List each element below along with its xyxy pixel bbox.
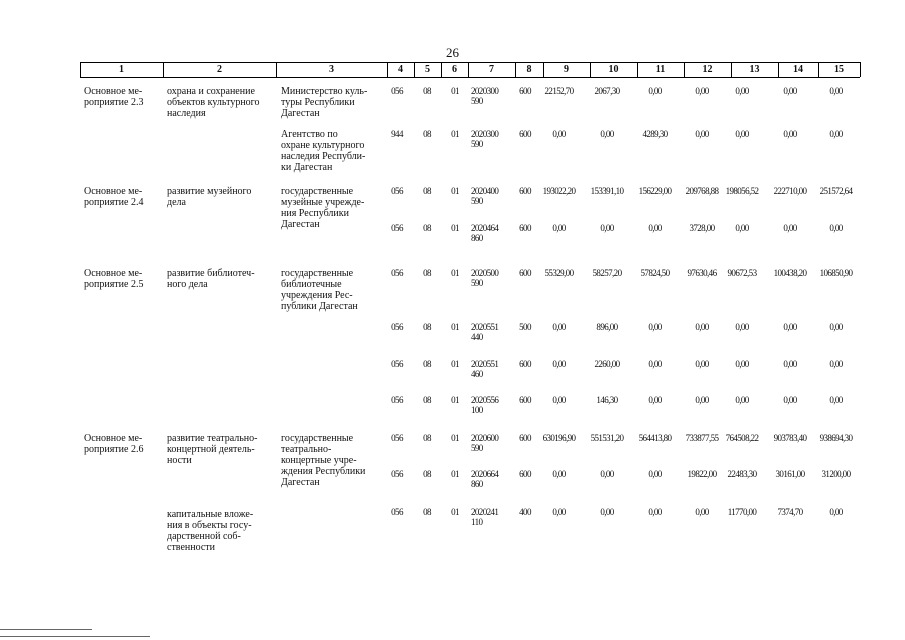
cell-vr: 600	[519, 186, 531, 196]
cell-v2016: 0,00	[648, 86, 662, 96]
cell-section: 08	[423, 268, 431, 278]
cell-v2016: 156229,00	[638, 186, 672, 196]
cell-v2020: 0,00	[829, 223, 843, 233]
cell-grbs: 056	[391, 223, 403, 233]
cell-v2017: 0,00	[695, 359, 709, 369]
cell-v2019: 0,00	[783, 129, 797, 139]
cell-v2015: 2260,00	[594, 359, 620, 369]
cell-section: 08	[423, 395, 431, 405]
cell-v2020: 106850,90	[819, 268, 853, 278]
cell-section: 08	[423, 186, 431, 196]
header-cell-12: 12	[702, 64, 713, 75]
target-article-code: 2020500 590	[471, 268, 499, 288]
cell-subsection: 01	[451, 395, 459, 405]
cell-section: 08	[423, 433, 431, 443]
cell-v2019: 100438,20	[773, 268, 807, 278]
cell-v2014: 22152,70	[544, 86, 574, 96]
cell-v2014: 0,00	[552, 223, 566, 233]
cell-v2016: 564413,80	[638, 433, 672, 443]
cell-vr: 600	[519, 395, 531, 405]
header-cell-14: 14	[793, 64, 803, 75]
cell-v2015: 146,30	[596, 395, 618, 405]
target-article-code: 2020600 590	[471, 433, 499, 453]
cell-grbs: 056	[391, 186, 403, 196]
target-article-code: 2020464 860	[471, 223, 499, 243]
cell-v2015: 58257,20	[592, 268, 622, 278]
cell-v2020: 0,00	[829, 507, 843, 517]
cell-v2014: 0,00	[552, 469, 566, 479]
cell-section: 08	[423, 86, 431, 96]
cell-subsection: 01	[451, 359, 459, 369]
cell-v2018: 764508,22	[725, 433, 759, 443]
target-article-code: 2020241 110	[471, 507, 499, 527]
cell-v2014: 193022,20	[542, 186, 576, 196]
cell-v2016: 0,00	[648, 469, 662, 479]
cell-v2019: 7374,70	[777, 507, 803, 517]
cell-v2016: 0,00	[648, 359, 662, 369]
cell-vr: 600	[519, 433, 531, 443]
cell-vr: 400	[519, 507, 531, 517]
header-divider	[860, 62, 861, 77]
header-cell-15: 15	[834, 64, 844, 75]
cell-vr: 600	[519, 268, 531, 278]
cell-v2016: 0,00	[648, 395, 662, 405]
cell-v2018: 198056,52	[725, 186, 759, 196]
header-cell-3: 3	[329, 64, 334, 75]
cell-v2017: 0,00	[695, 322, 709, 332]
cell-v2016: 0,00	[648, 223, 662, 233]
cell-v2019: 0,00	[783, 395, 797, 405]
cell-v2014: 0,00	[552, 395, 566, 405]
header-cell-6: 6	[452, 64, 457, 75]
cell-v2019: 0,00	[783, 223, 797, 233]
cell-v2018: 0,00	[735, 86, 749, 96]
cell-section: 08	[423, 359, 431, 369]
cell-v2020: 31200,00	[821, 469, 851, 479]
header-cell-11: 11	[655, 64, 666, 75]
cell-grbs: 056	[391, 469, 403, 479]
cell-v2015: 153391,10	[590, 186, 624, 196]
cell-subsection: 01	[451, 433, 459, 443]
target-article-code: 2020400 590	[471, 186, 499, 206]
cell-v2014: 0,00	[552, 322, 566, 332]
section-label: Основное ме- роприятие 2.5	[84, 268, 144, 290]
cell-v2014: 55329,00	[544, 268, 574, 278]
cell-section: 08	[423, 322, 431, 332]
cell-v2017: 3728,00	[689, 223, 715, 233]
executor-name: государственные библиотечные учреждения Рес- публики Дагестан	[281, 268, 358, 312]
cell-subsection: 01	[451, 86, 459, 96]
cell-v2018: 11770,00	[727, 507, 757, 517]
executor-name: государственные театрально- концертные учре- ждения Республики Дагестан	[281, 433, 366, 488]
target-article-code: 2020556 100	[471, 395, 499, 415]
cell-v2016: 4289,30	[642, 129, 668, 139]
cell-v2020: 251572,64	[819, 186, 853, 196]
cell-vr: 600	[519, 223, 531, 233]
cell-v2018: 0,00	[735, 322, 749, 332]
section-description: охрана и сохранение объектов культурного наследия	[167, 86, 260, 119]
header-cell-8: 8	[526, 64, 532, 75]
cell-section: 08	[423, 129, 431, 139]
cell-v2017: 733877,55	[685, 433, 719, 443]
cell-section: 08	[423, 507, 431, 517]
cell-v2018: 0,00	[735, 129, 749, 139]
section-description: развитие музейного дела	[167, 186, 252, 208]
header-cell-10: 10	[608, 64, 619, 75]
header-cell-4: 4	[398, 64, 403, 75]
section-label: Основное ме- роприятие 2.6	[84, 433, 144, 455]
cell-v2018: 0,00	[735, 395, 749, 405]
cell-v2019: 903783,40	[773, 433, 807, 443]
cell-v2020: 0,00	[829, 322, 843, 332]
section-label: Основное ме- роприятие 2.4	[84, 186, 144, 208]
cell-grbs: 056	[391, 359, 403, 369]
scan-artifact	[0, 629, 92, 630]
header-cell-13: 13	[749, 64, 760, 75]
target-article-code: 2020551 440	[471, 322, 499, 342]
cell-v2019: 30161,00	[775, 469, 805, 479]
cell-v2017: 209768,88	[685, 186, 719, 196]
cell-v2018: 90672,53	[727, 268, 757, 278]
cell-v2015: 2067,30	[594, 86, 620, 96]
cell-v2017: 0,00	[695, 86, 709, 96]
cell-subsection: 01	[451, 268, 459, 278]
cell-v2014: 0,00	[552, 129, 566, 139]
cell-v2019: 0,00	[783, 322, 797, 332]
cell-v2017: 0,00	[695, 129, 709, 139]
cell-v2015: 0,00	[600, 469, 614, 479]
cell-v2017: 19822,00	[687, 469, 717, 479]
cell-vr: 600	[519, 359, 531, 369]
header-cell-1: 1	[119, 64, 124, 75]
cell-v2015: 896,00	[596, 322, 618, 332]
cell-v2017: 97630,46	[687, 268, 717, 278]
cell-v2018: 22483,30	[727, 469, 757, 479]
cell-vr: 600	[519, 469, 531, 479]
section-description: развитие театрально- концертной деятель- ности	[167, 433, 258, 466]
cell-v2020: 0,00	[829, 359, 843, 369]
cell-v2016: 0,00	[648, 322, 662, 332]
section-description: капитальные вложе- ния в объекты госу- дарственной соб- ственности	[167, 509, 254, 553]
cell-section: 08	[423, 469, 431, 479]
target-article-code: 2020300 590	[471, 129, 499, 149]
cell-subsection: 01	[451, 322, 459, 332]
target-article-code: 2020664 860	[471, 469, 499, 489]
cell-grbs: 056	[391, 268, 403, 278]
cell-subsection: 01	[451, 186, 459, 196]
cell-grbs: 944	[391, 129, 403, 139]
section-description: развитие библиотеч- ного дела	[167, 268, 255, 290]
cell-v2020: 0,00	[829, 395, 843, 405]
cell-vr: 500	[519, 322, 531, 332]
cell-vr: 600	[519, 86, 531, 96]
executor-name: Агентство по охране культурного наследия Республи- ки Дагестан	[281, 129, 366, 173]
cell-section: 08	[423, 223, 431, 233]
scan-artifact	[0, 636, 150, 637]
header-cell-7: 7	[489, 64, 494, 75]
cell-v2016: 57824,50	[640, 268, 670, 278]
cell-subsection: 01	[451, 129, 459, 139]
cell-v2019: 0,00	[783, 359, 797, 369]
cell-v2019: 222710,00	[773, 186, 807, 196]
cell-subsection: 01	[451, 507, 459, 517]
cell-v2015: 551531,20	[590, 433, 624, 443]
cell-v2015: 0,00	[600, 223, 614, 233]
cell-v2015: 0,00	[600, 507, 614, 517]
cell-grbs: 056	[391, 86, 403, 96]
cell-grbs: 056	[391, 322, 403, 332]
cell-vr: 600	[519, 129, 531, 139]
cell-v2017: 0,00	[695, 395, 709, 405]
cell-v2019: 0,00	[783, 86, 797, 96]
cell-grbs: 056	[391, 507, 403, 517]
cell-grbs: 056	[391, 395, 403, 405]
header-cell-5: 5	[425, 64, 430, 75]
header-bottom-border	[80, 77, 860, 78]
cell-subsection: 01	[451, 223, 459, 233]
target-article-code: 2020300 590	[471, 86, 499, 106]
header-cell-9: 9	[564, 64, 569, 75]
section-label: Основное ме- роприятие 2.3	[84, 86, 144, 108]
target-article-code: 2020551 460	[471, 359, 499, 379]
cell-v2014: 0,00	[552, 507, 566, 517]
cell-v2020: 938694,30	[819, 433, 853, 443]
cell-grbs: 056	[391, 433, 403, 443]
cell-v2017: 0,00	[695, 507, 709, 517]
cell-v2014: 630196,90	[542, 433, 576, 443]
cell-v2020: 0,00	[829, 86, 843, 96]
executor-name: государственные музейные учрежде- ния Республики Дагестан	[281, 186, 365, 230]
executor-name: Министерство куль- туры Республики Дагестан	[281, 86, 368, 119]
cell-v2016: 0,00	[648, 507, 662, 517]
cell-subsection: 01	[451, 469, 459, 479]
page-number: 26	[446, 45, 459, 60]
cell-v2014: 0,00	[552, 359, 566, 369]
header-cell-2: 2	[217, 64, 222, 75]
cell-v2018: 0,00	[735, 223, 749, 233]
cell-v2020: 0,00	[829, 129, 843, 139]
cell-v2018: 0,00	[735, 359, 749, 369]
cell-v2015: 0,00	[600, 129, 614, 139]
